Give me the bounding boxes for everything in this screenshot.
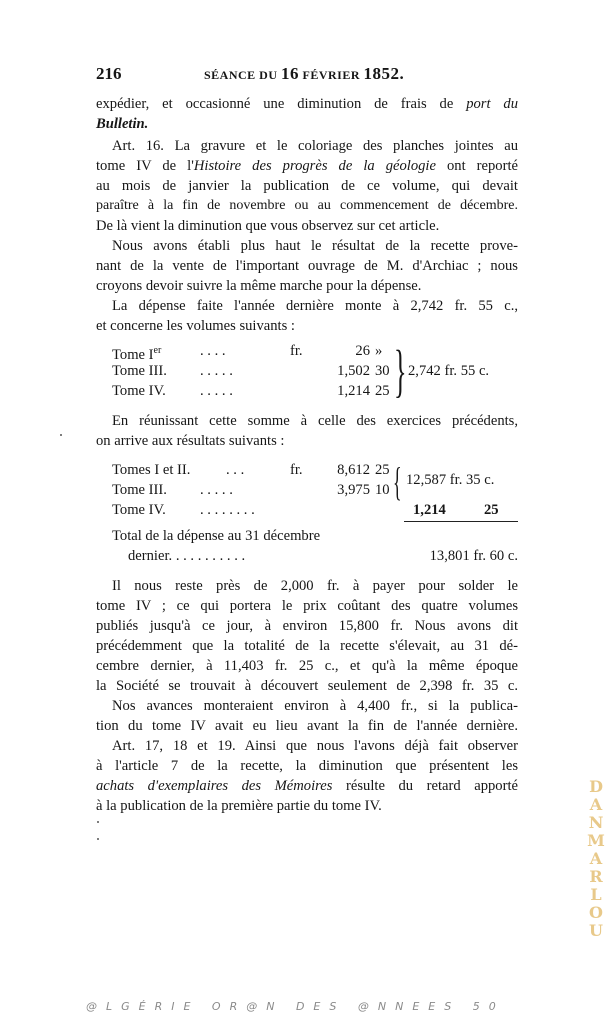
running-prefix: SÉANCE DU (204, 68, 282, 82)
italic-run: port du (466, 96, 518, 112)
row-label: Tome IV. (112, 502, 166, 518)
text-run: ont reporté (435, 158, 518, 174)
text-line: tion du tome IV avait eu lieu avant la fin de l'année dernière. (96, 718, 518, 734)
running-month: FÉVRIER (299, 68, 364, 82)
scan-speck (97, 838, 99, 840)
row-label: Tome III. (112, 482, 167, 498)
text-line: tome IV ; ce qui portera le prix coûtant des quatre volumes (96, 598, 518, 614)
italic-run: achats d'exemplaires des Mémoires (96, 778, 333, 794)
text-line: Nos avances monteraient environ à 4,400 fr., si la publica- (112, 698, 518, 714)
row-label: Tomes I et II. (112, 462, 191, 478)
watermark-stamp: DANMARLOU (587, 777, 605, 940)
running-day: 16 (281, 64, 300, 83)
text-line: paraître à la fin de novembre ou au commencement de décembre. (96, 198, 518, 213)
table-total: 2,742 fr. 55 c. (408, 363, 490, 379)
text-line: on arrive aux résultats suivants : (96, 433, 285, 449)
sum-rule (404, 521, 518, 522)
text-line: et concerne les volumes suivants : (96, 318, 295, 334)
leader-dots: . . . (226, 462, 245, 478)
text-line: précédemment que la totalité de la recette s'élevait, au 31 dé- (96, 638, 518, 654)
cents-value: 25 (375, 462, 390, 478)
cents-value: 25 (375, 383, 390, 399)
cents-value: » (375, 343, 383, 359)
table-subtotal: 12,587 fr. 35 c. (406, 472, 495, 488)
text-line: Art. 16. La gravure et le coloriage des planches jointes au (112, 138, 518, 154)
running-head (204, 64, 404, 84)
amount-value: 8,612 (337, 462, 370, 478)
left-brace: { (393, 459, 402, 504)
text-line (96, 94, 518, 114)
text-run: expédier, et occasionné une diminution de frais de (96, 96, 467, 112)
unit-label: fr. (290, 343, 303, 359)
page-header (96, 64, 520, 86)
text-line: nant de la vente de l'important ouvrage de M. d'Archiac ; nous (96, 258, 518, 274)
text-line: à l'article 7 de la recette, la diminution que présentent les (96, 758, 518, 774)
text-line: croyons devoir suivre la même marche pour la dépense. (96, 278, 422, 294)
leader-dots: . . . . . (200, 482, 233, 498)
running-year: 1852. (363, 64, 405, 83)
text-line (96, 776, 518, 796)
leader-dots: . . . . (200, 343, 226, 359)
row-label: Tome III. (112, 363, 167, 379)
text-line: En réunissant cette somme à celle des exercices précédents, (112, 413, 518, 429)
text-run: tome IV de l' (96, 158, 194, 174)
cents-value: 10 (375, 482, 390, 498)
amount-value: 1,502 (337, 363, 370, 379)
cents-value: 30 (375, 363, 390, 379)
italic-run: Histoire des progrès de la géologie (193, 158, 436, 174)
leader-dots: . . . . . (200, 363, 233, 379)
text-line: De là vient la diminution que vous observez sur cet article. (96, 218, 440, 234)
row-label-sup: er (153, 345, 162, 356)
total-label-cont: dernier. . . . . . . . . . . (128, 548, 246, 564)
leader-dots: . . . . . . . . (200, 502, 255, 518)
row-label: Tome IV. (112, 383, 166, 399)
amount-value: 3,975 (337, 482, 370, 498)
text-line (96, 114, 518, 134)
text-line: la Société se trouvait à découvert seulement de 2,398 fr. 35 c. (96, 678, 518, 694)
row-label: Tome I (112, 346, 154, 363)
text-line: Art. 17, 18 et 19. Ainsi que nous l'avons déjà fait observer (112, 738, 518, 754)
leader-dots: . . . . . (200, 383, 233, 399)
right-brace: } (394, 338, 407, 403)
text-line: Il nous reste près de 2,000 fr. à payer pour solder le (112, 578, 518, 594)
unit-label: fr. (290, 462, 303, 478)
text-line: au mois de janvier la publication de ce volume, qui devait (96, 178, 518, 194)
text-line: publiés jusqu'à ce jour, à environ 15,800 fr. Nous avons dit (96, 618, 518, 634)
total-value: 13,801 fr. 60 c. (429, 548, 518, 564)
total-label: Total de la dépense au 31 décembre (112, 528, 321, 544)
text-line: La dépense faite l'année dernière monte à 2,742 fr. 55 c., (112, 298, 518, 314)
page-footer: @LGÉRIE OR@N DES @NNEES 50 (86, 1000, 505, 1013)
text-line (96, 156, 518, 176)
text-run: résulte du retard apporté (332, 778, 518, 794)
scan-speck (60, 434, 62, 436)
scan-speck (97, 821, 99, 823)
text-line: Nous avons établi plus haut le résultat de la recette prove- (112, 238, 518, 254)
page-number: 216 (96, 64, 122, 83)
text-line: à la publication de la première partie du tome IV. (96, 798, 382, 814)
text-line: cembre dernier, à 11,403 fr. 25 c., et qu'à la même époque (96, 658, 518, 674)
tome4-cents: 25 (484, 502, 499, 518)
amount-value: 1,214 (337, 383, 370, 399)
tome4-amount: 1,214 (413, 502, 446, 518)
italic-run: Bulletin. (96, 116, 149, 132)
amount-value: 26 (355, 343, 370, 359)
